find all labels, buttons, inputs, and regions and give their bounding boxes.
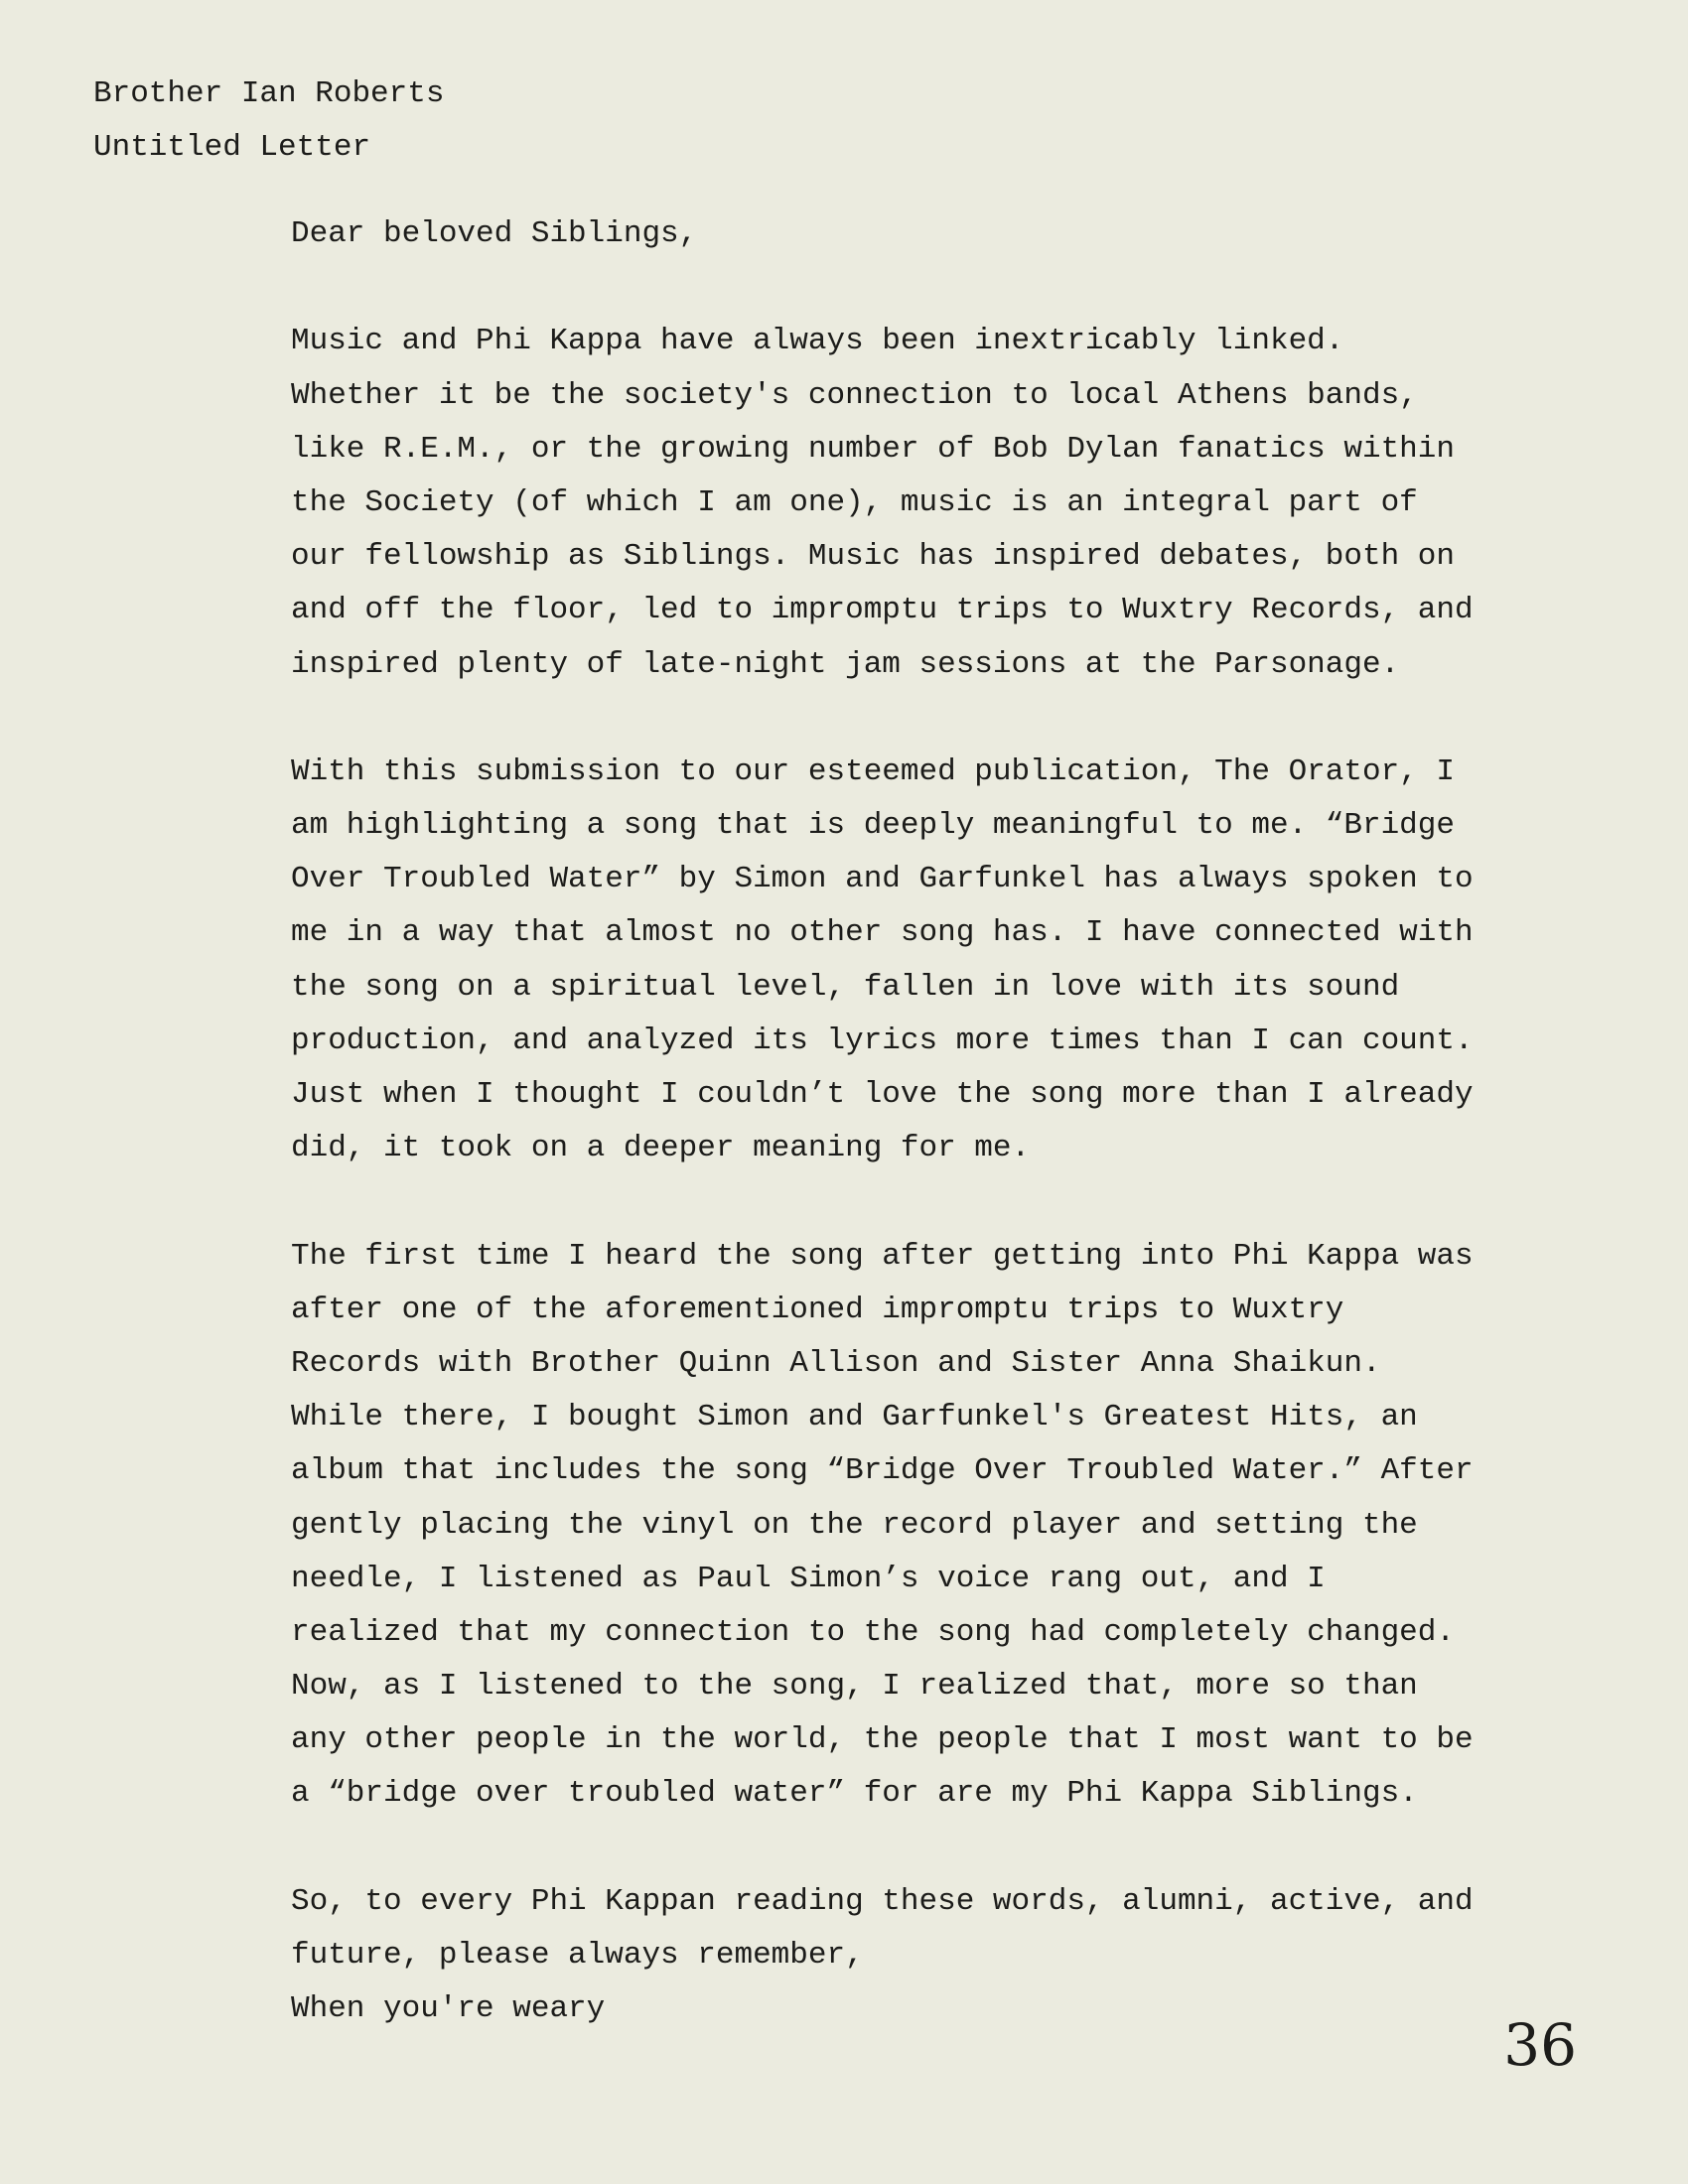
text-line: a “bridge over troubled water” for are my Phi Kappa Siblings. xyxy=(291,1776,1418,1812)
paragraph xyxy=(291,315,1474,691)
text-line: Music and Phi Kappa have always been inextricably linked. xyxy=(291,324,1344,359)
paragraph xyxy=(291,746,1474,1176)
text-line: album that includes the song “Bridge Over Troubled Water.” After xyxy=(291,1453,1474,1489)
text-line: The first time I heard the song after getting into Phi Kappa was xyxy=(291,1238,1474,1274)
text-line: realized that my connection to the song had completely changed. xyxy=(291,1614,1455,1650)
text-line: future, please always remember, xyxy=(291,1938,864,1973)
text-line: Records with Brother Quinn Allison and Sister Anna Shaikun. xyxy=(291,1345,1381,1381)
text-line: any other people in the world, the people that I most want to be xyxy=(291,1722,1474,1758)
text-line: the Society (of which I am one), music is an integral part of xyxy=(291,484,1418,520)
text-line: needle, I listened as Paul Simon’s voice rang out, and I xyxy=(291,1561,1326,1596)
text-line: our fellowship as Siblings. Music has inspired debates, both on xyxy=(291,539,1455,575)
paragraph xyxy=(291,1875,1474,2037)
salutation: Dear beloved Siblings, xyxy=(291,216,698,251)
text-line: me in a way that almost no other song has. I have connected with xyxy=(291,915,1474,951)
text-line: am highlighting a song that is deeply meaningful to me. “Bridge xyxy=(291,808,1455,844)
text-line: Whether it be the society's connection to local Athens bands, xyxy=(291,377,1418,413)
text-line: Now, as I listened to the song, I realized that, more so than xyxy=(291,1669,1418,1705)
text-line: inspired plenty of late-night jam sessions at the Parsonage. xyxy=(291,646,1400,682)
document-header xyxy=(93,68,444,175)
text-line: the song on a spiritual level, fallen in love with its sound xyxy=(291,969,1400,1005)
page-number: 36 xyxy=(1503,2011,1577,2079)
text-line: With this submission to our esteemed publication, The Orator, I xyxy=(291,753,1455,789)
document-title: Untitled Letter xyxy=(93,130,371,165)
paragraph xyxy=(291,1230,1474,1822)
text-line: like R.E.M., or the growing number of Bob Dylan fanatics within xyxy=(291,431,1455,467)
text-line: gently placing the vinyl on the record player and setting the xyxy=(291,1507,1418,1543)
author-name: Brother Ian Roberts xyxy=(93,76,445,111)
letter-paragraphs xyxy=(291,315,1474,2036)
text-line: When you're weary xyxy=(291,1991,606,2027)
text-line: Just when I thought I couldn’t love the song more than I already xyxy=(291,1077,1474,1112)
text-line: production, and analyzed its lyrics more times than I can count. xyxy=(291,1023,1474,1058)
text-line: While there, I bought Simon and Garfunkel's Greatest Hits, an xyxy=(291,1400,1418,1435)
text-line: Over Troubled Water” by Simon and Garfunkel has always spoken to xyxy=(291,862,1474,897)
letter-body xyxy=(291,207,1474,2036)
text-line: did, it took on a deeper meaning for me. xyxy=(291,1131,1031,1166)
text-line: So, to every Phi Kappan reading these words, alumni, active, and xyxy=(291,1883,1474,1919)
text-line: and off the floor, led to impromptu trips to Wuxtry Records, and xyxy=(291,593,1474,628)
text-line: after one of the aforementioned impromptu trips to Wuxtry xyxy=(291,1292,1344,1327)
